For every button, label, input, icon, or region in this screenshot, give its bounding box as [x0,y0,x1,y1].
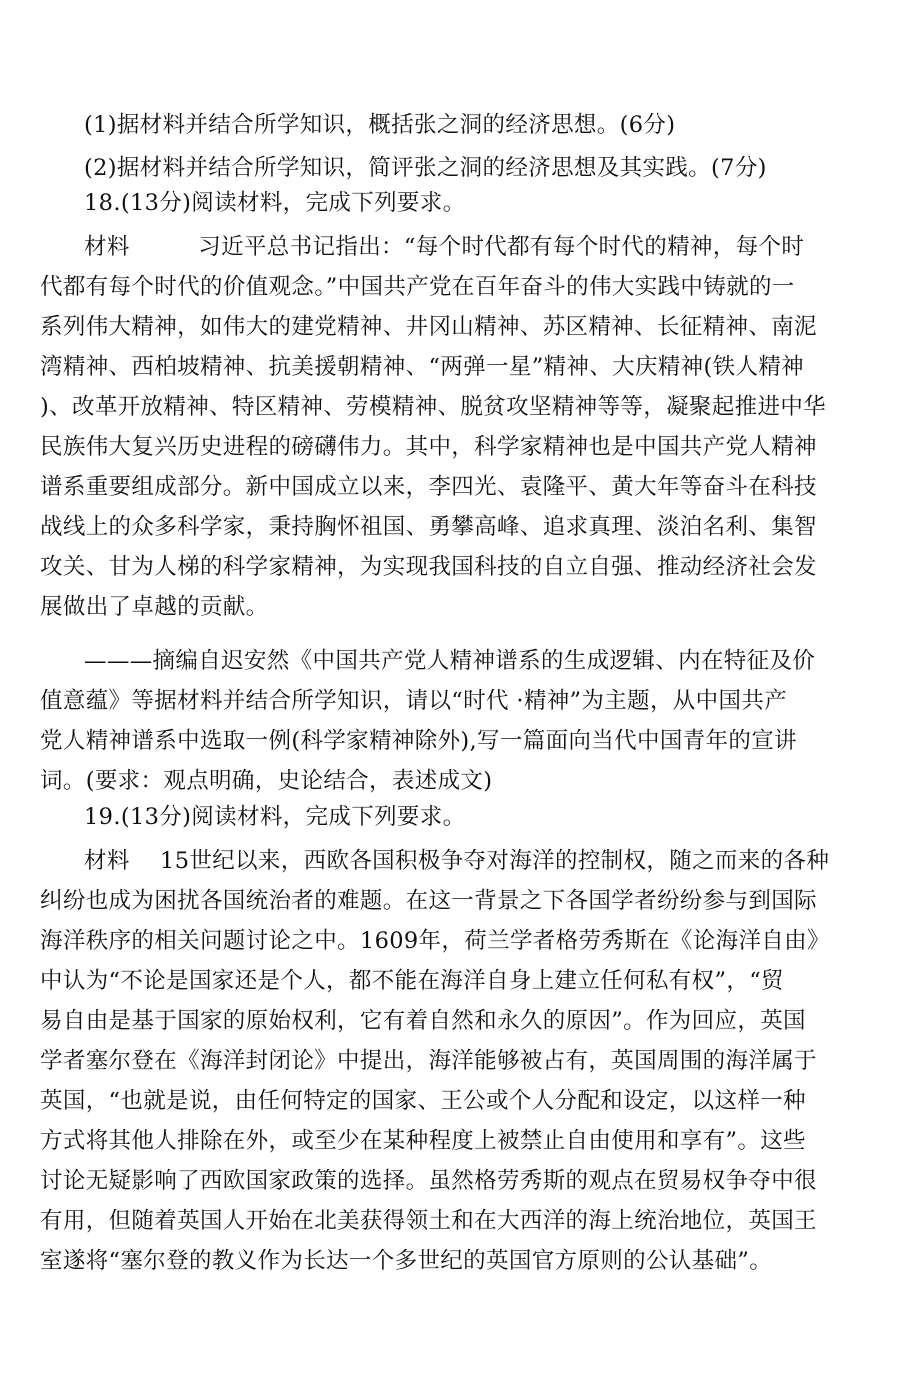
q18-source-task-line: ———摘编自迟安然《中国共产党人精神谱系的生成逻辑、内在特征及价 [84,648,816,674]
q19-material-line: 易自由是基于国家的原始权利，它有着自然和永久的原因”。作为回应，英国 [40,1008,806,1034]
q18-material-line: 谱系重要组成部分。新中国成立以来，李四光、袁隆平、黄大年等奋斗在科技 [40,474,817,500]
q18-material-line: )、改革开放精神、特区精神、劳模精神、脱贫攻坚精神等等，凝聚起推进中华 [40,394,827,420]
q19-material-line: 英国，“也就是说，由任何特定的国家、王公或个人分配和设定，以这样一种 [40,1088,806,1114]
q19-material-line: 有用，但随着英国人开始在北美获得领土和在大西洋的海上统治地位，英国王 [40,1208,817,1234]
q18-source-task-line: 党人精神谱系中选取一例(科学家精神除外),写一篇面向当代中国青年的宣讲 [40,728,797,754]
q19-material-line: 纠纷也成为困扰各国统治者的难题。在这一背景之下各国学者纷纷参与到国际 [40,888,817,914]
q18-material-line: 材料 习近平总书记指出：“每个时代都有每个时代的精神，每个时 [84,234,805,260]
q19-material-line: 中认为“不论是国家还是个人，都不能在海洋自身上建立任何私有权”，“贸 [40,968,784,994]
q17-sub-question-1: (1)据材料并结合所学知识，概括张之洞的经济思想。(6分) [84,112,676,138]
q17-sub-question-2: (2)据材料并结合所学知识，简评张之洞的经济思想及其实践。(7分) [84,155,767,181]
q19-material-line: 海洋秩序的相关问题讨论之中。1609年，荷兰学者格劳秀斯在《论海洋自由》 [40,928,830,954]
q19-material-line: 讨论无疑影响了西欧国家政策的选择。虽然格劳秀斯的观点在贸易权争夺中很 [40,1168,817,1194]
q18-material-line: 民族伟大复兴历史进程的磅礴伟力。其中，科学家精神也是中国共产党人精神 [40,434,817,460]
q19-heading: 19.(13分)阅读材料，完成下列要求。 [84,804,466,830]
q18-material-line: 攻关、甘为人梯的科学家精神，为实现我国科技的自立自强、推动经济社会发 [40,554,817,580]
q19-material-line: 室遂将“塞尔登的教义作为长达一个多世纪的英国官方原则的公认基础”。 [40,1248,773,1274]
q18-material-line: 系列伟大精神，如伟大的建党精神、井冈山精神、苏区精神、长征精神、南泥 [40,314,817,340]
q19-material-line: 方式将其他人排除在外，或至少在某种程度上被禁止自由使用和享有”。这些 [40,1128,806,1154]
q18-source-task-line: 词。(要求：观点明确，史论结合，表述成文) [40,768,493,794]
q18-heading: 18.(13分)阅读材料，完成下列要求。 [84,190,466,216]
q18-material-line: 战线上的众多科学家，秉持胸怀祖国、勇攀高峰、追求真理、淡泊名利、集智 [40,514,817,540]
q18-material-line: 湾精神、西柏坡精神、抗美援朝精神、“两弹一星”精神、大庆精神(铁人精神 [40,354,805,380]
q19-material-line: 学者塞尔登在《海洋封闭论》中提出，海洋能够被占有，英国周围的海洋属于 [40,1048,817,1074]
q18-material-line: 代都有每个时代的价值观念。”中国共产党在百年奋斗的伟大实践中铸就的一 [40,274,795,300]
q18-source-task-line: 值意蕴》等据材料并结合所学知识，请以“时代 ·精神”为主题，从中国共产 [40,688,788,714]
q19-material-line: 材料 15世纪以来，西欧各国积极争夺对海洋的控制权，随之而来的各种 [84,848,830,874]
q18-material-line: 展做出了卓越的贡献。 [40,594,269,620]
